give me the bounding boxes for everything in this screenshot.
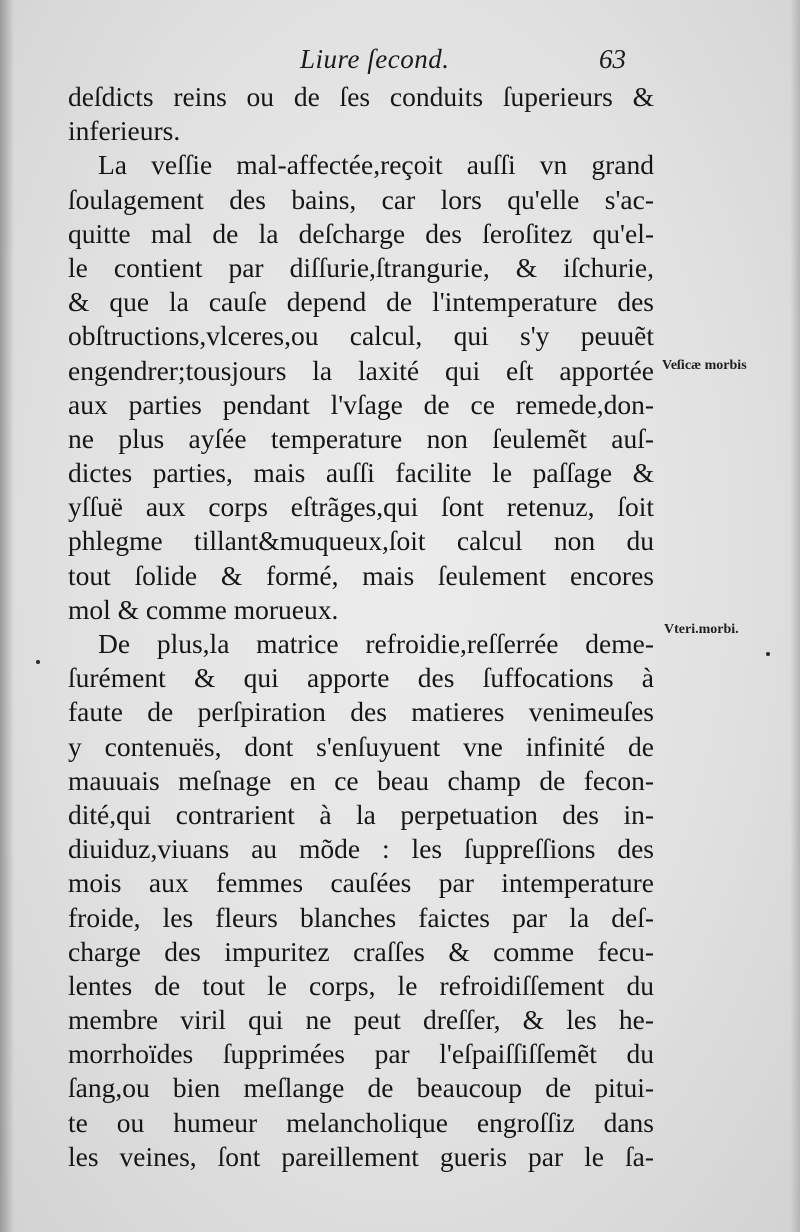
text-line: phlegme tillant&muqueux,ſoit calcul non du [68, 525, 654, 557]
text-line: ſang,ou bien meſlange de beaucoup de pitui- [68, 1072, 654, 1104]
text-line: charge des impuritez craſſes & comme fecu- [68, 935, 654, 967]
text-line: yſſuë aux corps eſtrãges,qui ſont retenuz, ſoit [68, 491, 654, 523]
page-header [68, 44, 628, 78]
text-line: tout ſolide & formé, mais ſeulement encores [68, 559, 654, 591]
text-line: mol & comme morueux. [68, 593, 339, 625]
page-edge-shadow [790, 0, 800, 1232]
text-line: & que la cauſe depend de l'intemperature des [68, 286, 654, 318]
text-line: dictes parties, mais auſſi facilite le paſſage & [68, 457, 654, 489]
text-line: te ou humeur melancholique engroſſiz dans [68, 1106, 654, 1138]
text-line: obſtructions,vlceres,ou calcul, qui s'y peuuẽt [68, 320, 654, 352]
margin-note-uterus: Vteri.morbi. [664, 622, 739, 637]
text-line: ſoulagement des bains, car lors qu'elle s'ac- [68, 183, 654, 215]
ink-speck [766, 652, 770, 656]
text-line: membre viril qui ne peut dreſſer, & les he- [68, 1004, 654, 1036]
text-line: deſdicts reins ou de ſes conduits ſuperieurs & [68, 81, 654, 112]
text-line: engendrer;tousjours la laxité qui eſt apportée [68, 354, 654, 386]
ink-speck [36, 660, 40, 664]
text-line: froide, les fleurs blanches faictes par la deſ- [68, 901, 654, 933]
text-line: diuiduz,viuans au mõde : les ſuppreſſions des [68, 833, 654, 865]
text-line: morrhoïdes ſupprimées par l'eſpaiſſiſſemẽt du [68, 1038, 654, 1070]
page-gutter-shadow [0, 0, 14, 1232]
text-line: inferieurs. [68, 115, 181, 147]
text-line: ne plus ayſée temperature non ſeulemẽt auſ- [68, 422, 654, 454]
text-line: mauuais meſnage en ce beau champ de fecon- [68, 764, 654, 796]
text-line: mois aux femmes cauſées par intemperature [68, 867, 654, 899]
text-line: y contenuës, dont s'enſuyuent vne infinité de [68, 730, 654, 762]
text-line: faute de perſpiration des matieres venimeuſes [68, 696, 654, 728]
text-line: aux parties pendant l'vſage de ce remede,don- [68, 388, 654, 420]
text-line: les veines, ſont pareillement gueris par le ſa- [68, 1140, 654, 1172]
page-number: 63 [599, 44, 626, 74]
text-line: dité,qui contrarient à la perpetuation des in- [68, 798, 654, 830]
text-line: De plus,la matrice refroidie,reſſerrée deme- [98, 628, 654, 659]
text-line: La veſſie mal-affectée,reçoit auſſi vn grand [98, 149, 654, 181]
text-line: quitte mal de la deſcharge des ſeroſitez qu'el- [68, 217, 654, 249]
body-text [68, 80, 654, 1174]
text-line: ſurément & qui apporte des ſuffocations à [68, 662, 654, 694]
running-title: Liure ſecond. [300, 44, 450, 74]
text-line: lentes de tout le corps, le refroidiſſement du [68, 969, 654, 1001]
margin-note-bladder: Veſicæ morbis [662, 358, 747, 373]
text-line: le contient par diſſurie,ſtrangurie, & iſchurie, [68, 251, 654, 283]
